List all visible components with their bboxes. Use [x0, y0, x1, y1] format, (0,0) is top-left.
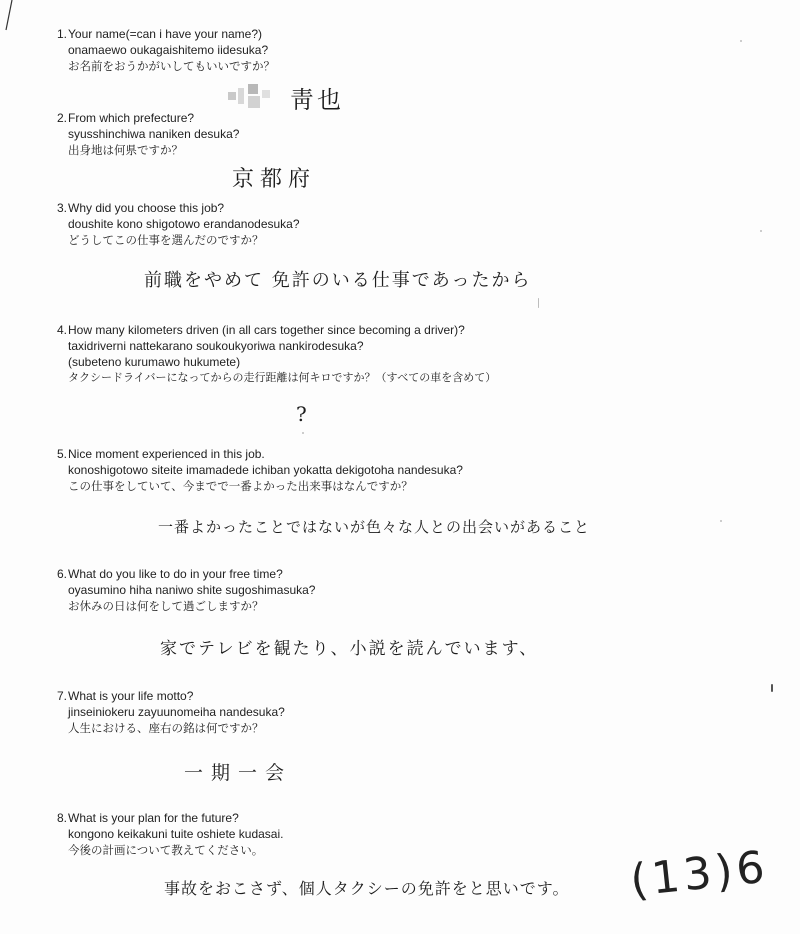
question-romaji-2: (subeteno kurumawo hukumete) — [68, 355, 241, 369]
question-number: 2. — [57, 111, 68, 125]
question-romaji: taxidriverni nattekarano soukoukyoriwa nankirodesuka? — [68, 339, 364, 353]
answer-5: 一番よかったことではないが色々な人との出会いがあること — [158, 518, 591, 536]
question-7 — [57, 688, 285, 736]
question-number: 8. — [57, 811, 68, 825]
question-english: What is your life motto? — [68, 689, 194, 703]
question-japanese: お休みの日は何をして過ごしますか？ — [68, 599, 264, 613]
answer-1: 靑也 — [290, 86, 344, 114]
answer-7: 一期一会 — [184, 762, 293, 784]
question-number: 3. — [57, 201, 68, 215]
question-6 — [57, 566, 315, 614]
question-japanese: 出身地は何県ですか？ — [68, 143, 183, 157]
question-japanese: 今後の計画について教えてください。 — [68, 843, 264, 857]
question-japanese: どうしてこの仕事を選んだのですか？ — [68, 233, 264, 247]
corner-pen-mark — [4, 0, 14, 32]
scan-speck — [740, 40, 742, 42]
scan-speck — [760, 230, 762, 232]
question-japanese: 人生における、座右の銘は何ですか？ — [68, 721, 264, 735]
scan-speck — [302, 432, 304, 434]
question-japanese: タクシードライバーになってからの走行距離は何キロですか？（すべての車を含めて） — [68, 371, 497, 384]
question-romaji: konoshigotowo siteite imamadede ichiban yokatta dekigotoha nandesuka? — [68, 463, 463, 477]
question-1 — [57, 26, 275, 74]
question-romaji: doushite kono shigotowo erandanodesuka? — [68, 217, 300, 231]
answer-3: 前職をやめて 免許のいる仕事であったから — [144, 270, 532, 291]
question-japanese: お名前をおうかがいしてもいいですか？ — [68, 59, 275, 73]
question-english: How many kilometers driven (in all cars together since becoming a driver)? — [68, 323, 465, 337]
answer-6: 家でテレビを観たり、小説を読んでいます、 — [160, 639, 539, 659]
question-english: Why did you choose this job? — [68, 201, 225, 215]
redacted-name-blur — [228, 84, 280, 110]
answer-4: ? — [296, 402, 310, 426]
question-number: 1. — [57, 27, 68, 41]
question-english: What do you like to do in your free time? — [68, 567, 283, 581]
question-romaji: oyasumino hiha naniwo shite sugoshimasuka? — [68, 583, 316, 597]
question-number: 7. — [57, 689, 68, 703]
question-number: 4. — [57, 323, 68, 337]
question-5 — [57, 446, 463, 494]
question-romaji: syusshinchiwa naniken desuka? — [68, 127, 240, 141]
question-2 — [57, 110, 239, 158]
answer-2: 京都府 — [232, 167, 317, 192]
question-romaji: onamaewo oukagaishitemo iidesuka? — [68, 43, 269, 57]
question-english: From which prefecture? — [68, 111, 195, 125]
question-number: 6. — [57, 567, 68, 581]
question-number: 5. — [57, 447, 68, 461]
scan-speck — [720, 520, 722, 522]
handwritten-page-number: (13)6 — [628, 841, 771, 907]
question-english: Nice moment experienced in this job. — [68, 447, 265, 461]
question-english: What is your plan for the future? — [68, 811, 239, 825]
question-romaji: jinseiniokeru zayuunomeiha nandesuka? — [68, 705, 285, 719]
question-4 — [57, 322, 496, 386]
question-romaji: kongono keikakuni tuite oshiete kudasai. — [68, 827, 284, 841]
scan-speck — [771, 684, 773, 692]
question-japanese: この仕事をしていて、今までで一番よかった出来事はなんですか？ — [68, 479, 413, 493]
scan-speck — [538, 298, 539, 308]
question-3 — [57, 200, 300, 248]
question-8 — [57, 810, 283, 858]
answer-8: 事故をおこさず、個人タクシーの免許をと思いです。 — [164, 879, 570, 898]
question-english: Your name(=can i have your name?) — [68, 27, 263, 41]
